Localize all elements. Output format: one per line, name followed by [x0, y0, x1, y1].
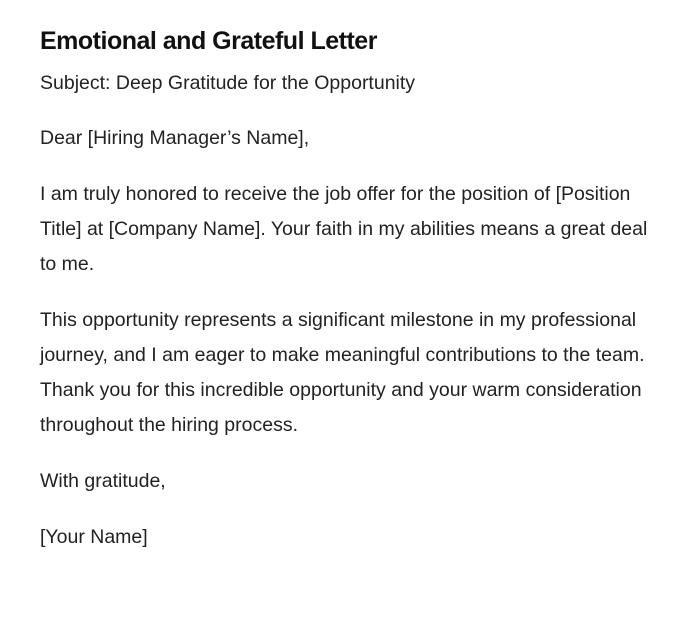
body-paragraph-2: This opportunity represents a significant milestone in my professional journey, and I am eager to make meaningful contributions to the team. Thank you for this incredible opportunity and your warm consideration throughout the hiring process. [40, 309, 645, 436]
closing: With gratitude, [40, 470, 166, 492]
body-paragraph-1: I am truly honored to receive the job offer for the position of [Position Title] at [Company Name]. Your faith in my abilities means a great deal to me. [40, 183, 648, 275]
salutation: Dear [Hiring Manager’s Name], [40, 127, 310, 149]
letter-document [40, 24, 660, 576]
signature: [Your Name] [40, 526, 148, 548]
subject-line: Subject: Deep Gratitude for the Opportunity [40, 72, 416, 94]
document-title: Emotional and Grateful Letter [40, 27, 377, 55]
